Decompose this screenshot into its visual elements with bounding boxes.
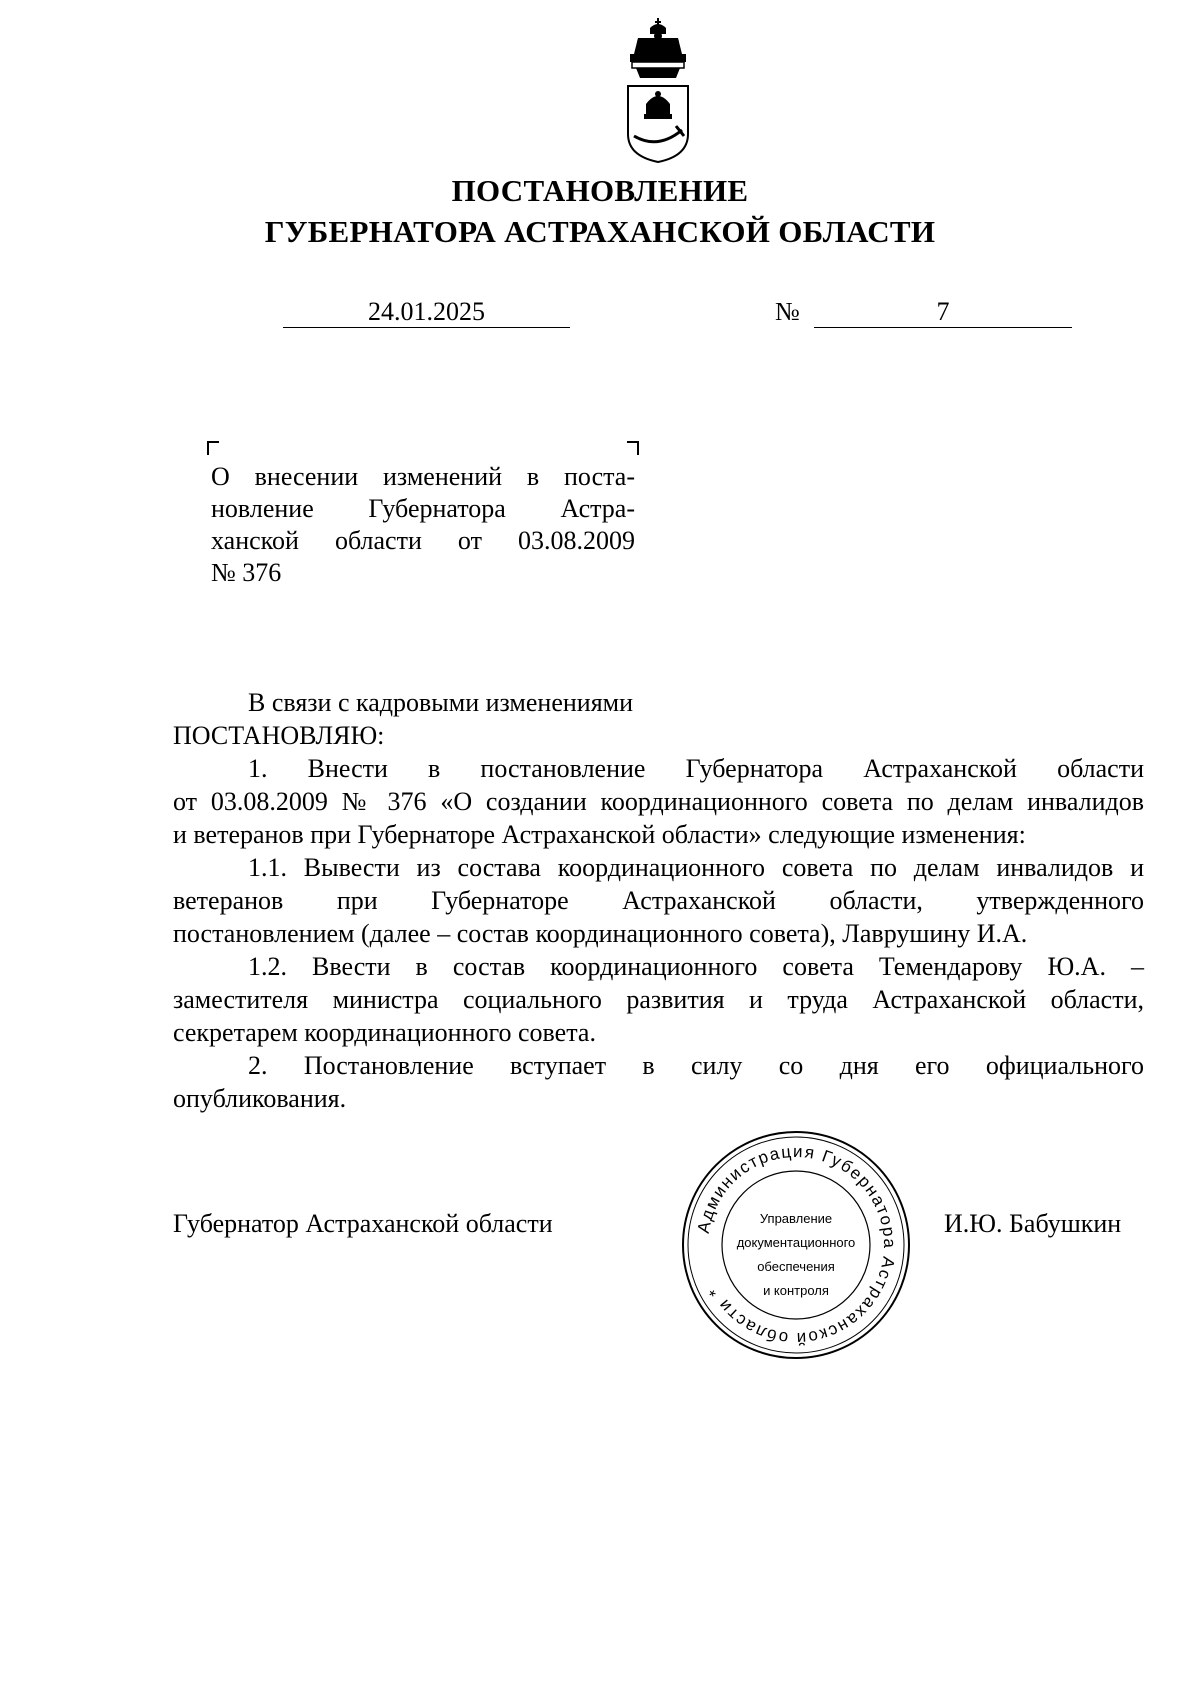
stamp-ring-text: Администрация Губернатора Астраханской области * [693, 1141, 900, 1349]
document-body [173, 686, 1144, 1115]
body-line: 1.2. Ввести в состав координационного совета Темендарову Ю.А. – [248, 952, 1144, 981]
subject-corner-left [207, 441, 219, 455]
body-line: 1.1. Вывести из состава координационного совета по делам инвалидов и [248, 853, 1144, 882]
body-line: 1. Внести в постановление Губернатора Астраханской области [248, 754, 1144, 783]
stamp-center-line: Управление [759, 1211, 833, 1226]
body-line: ветеранов при Губернаторе Астраханской области, утвержденного [173, 886, 1144, 915]
stamp-center-line: обеспечения [757, 1259, 835, 1274]
subject-line: новление Губернатора Астра- [211, 494, 635, 523]
body-line: заместителя министра социального развития и труда Астраханской области, [173, 985, 1144, 1014]
body-line: В связи с кадровыми изменениями [248, 688, 634, 717]
document-number: 7 [814, 297, 1072, 328]
stamp-center-line: документационного [736, 1235, 856, 1250]
body-line: 2. Постановление вступает в силу со дня его официального [248, 1051, 1144, 1080]
subject-corner-right [627, 441, 639, 455]
subject-line: ханской области от 03.08.2009 [211, 526, 635, 555]
stamp-center-line: и контроля [763, 1283, 829, 1298]
document-date: 24.01.2025 [283, 297, 570, 328]
body-line: постановлением (далее – состав координационного совета), Лаврушину И.А. [173, 919, 1028, 948]
document-title: ПОСТАНОВЛЕНИЕ [451, 173, 749, 208]
subject-line: № 376 [211, 558, 282, 587]
body-line: от 03.08.2009 № 376 «О создании координационного совета по делам инвалидов [173, 787, 1144, 816]
document-subject [211, 461, 635, 589]
signer-name: И.Ю. Бабушкин [944, 1209, 1122, 1238]
body-line: опубликования. [173, 1084, 347, 1113]
number-sign: № [775, 297, 800, 326]
official-stamp-icon [680, 1129, 912, 1361]
body-line: ПОСТАНОВЛЯЮ: [173, 721, 385, 750]
coat-of-arms-icon [620, 14, 696, 164]
body-line: секретарем координационного совета. [173, 1018, 596, 1047]
subject-line: О внесении изменений в поста- [211, 462, 635, 491]
document-issuer: ГУБЕРНАТОРА АСТРАХАНСКОЙ ОБЛАСТИ [264, 214, 936, 249]
body-line: и ветеранов при Губернаторе Астраханской области» следующие изменения: [173, 820, 1026, 849]
signer-position: Губернатор Астраханской области [173, 1209, 553, 1238]
